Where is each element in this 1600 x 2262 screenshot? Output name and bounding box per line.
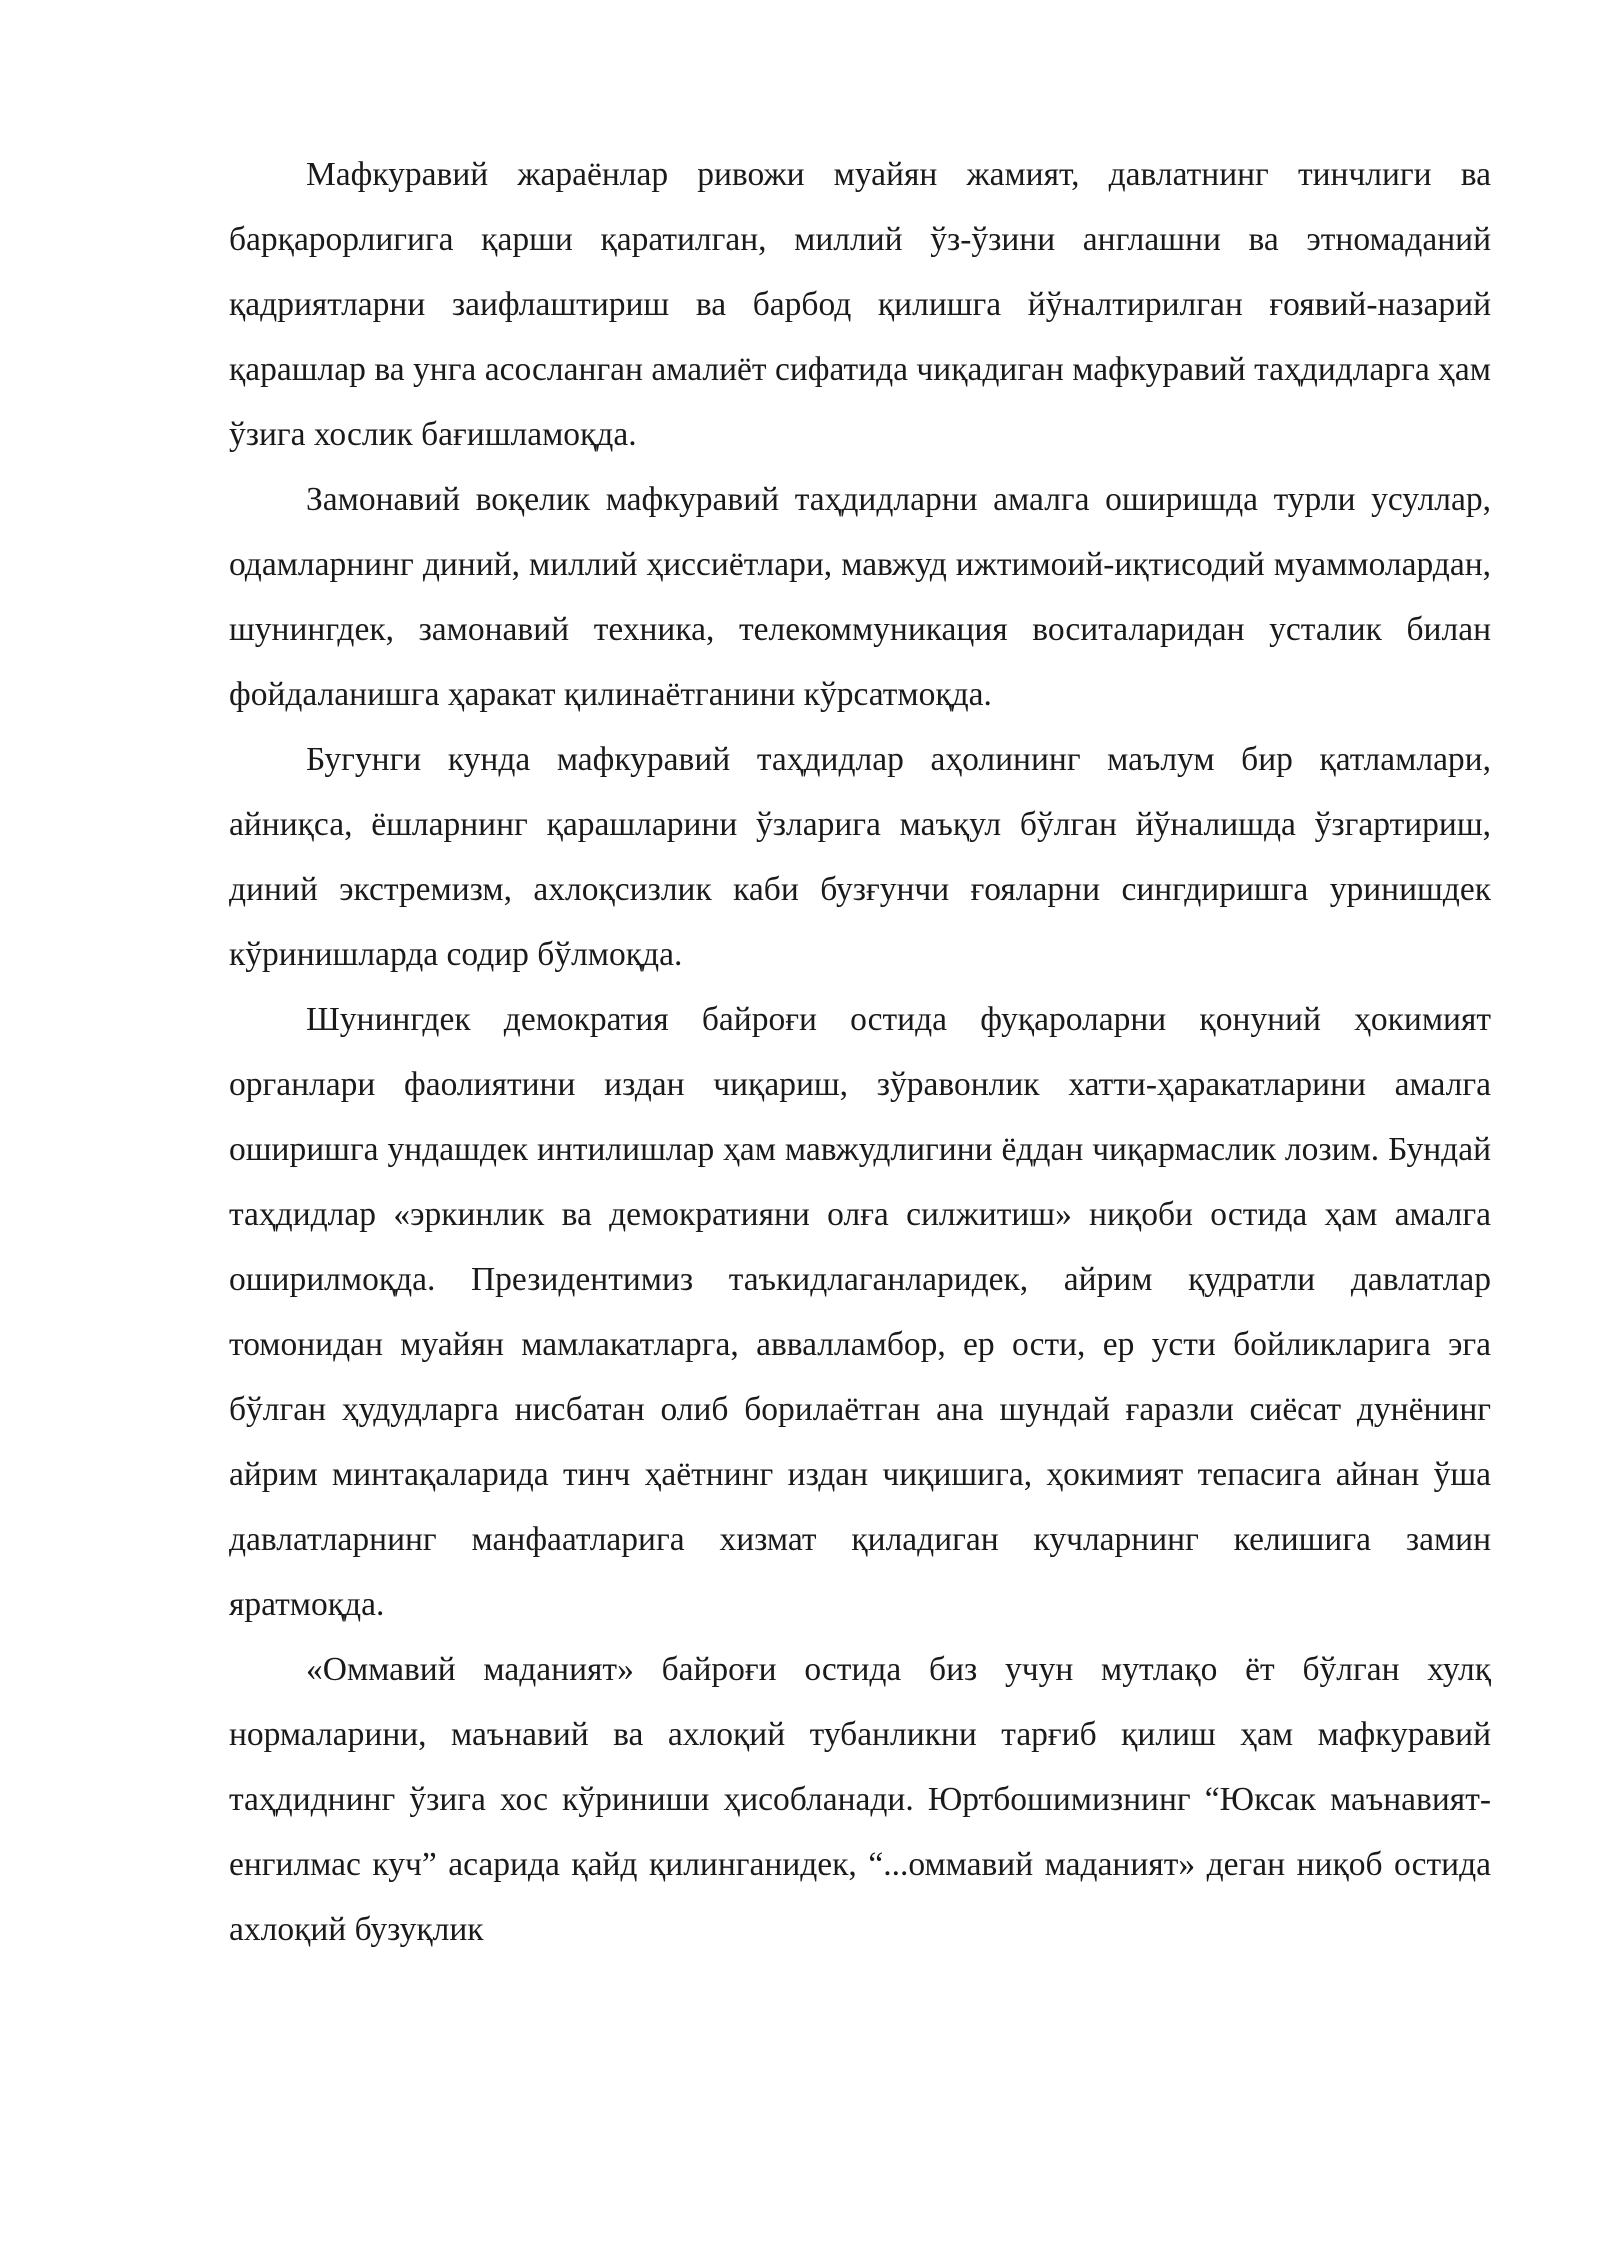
paragraph-4: Шунингдек демократия байроғи остида фуқароларни қонуний ҳокимият органлари фаолиятини издан чиқариш, зўравонлик хатти-ҳаракатларини амалга оширишга ундашдек интилишлар ҳам мавжудлигини ёддан чиқармаслик лозим. Бундай таҳдидлар «эркинлик ва демократияни олға силжитиш» ниқоби остида ҳам амалга оширилмоқда. Президентимиз таъкидлаганларидек, айрим қудратли давлатлар томонидан муайян мамлакатларга, аввалламбор, ер ости, ер усти бойликларига эга бўлган ҳудудларга нисбатан олиб борилаётган ана шундай ғаразли сиёсат дунёнинг айрим минтақаларида тинч ҳаётнинг издан чиқишига, ҳокимият тепасига айнан ўша давлатларнинг манфаатларига хизмат қиладиган кучларнинг келишига замин яратмоқда. (229, 1001, 1491, 1623)
paragraph-1: Мафкуравий жараёнлар ривожи муайян жамият, давлатнинг тинчлиги ва барқарорлигига қарши қаратилган, миллий ўз-ўзини англашни ва этномаданий қадриятларни заифлаштириш ва барбод қилишга йўналтирилган ғоявий-назарий қарашлар ва унга асосланган амалиёт сифатида чиқадиган мафкуравий таҳдидларга ҳам ўзига хослик бағишламоқда. (229, 156, 1491, 453)
paragraph-3: Бугунги кунда мафкуравий таҳдидлар аҳолининг маълум бир қатламлари, айниқса, ёшларнинг қарашларини ўзларига маъқул бўлган йўналишда ўзгартириш, диний экстремизм, ахлоқсизлик каби бузғунчи ғояларни сингдиришга уринишдек кўринишларда содир бўлмоқда. (229, 741, 1491, 973)
paragraph-2: Замонавий воқелик мафкуравий таҳдидларни амалга оширишда турли усуллар, одамларнинг диний, миллий ҳиссиётлари, мавжуд ижтимоий-иқтисодий муаммолардан, шунингдек, замонавий техника, телекоммуникация воситаларидан усталик билан фойдаланишга ҳаракат қилинаётганини кўрсатмоқда. (229, 481, 1491, 713)
paragraph-5: «Оммавий маданият» байроғи остида биз учун мутлақо ёт бўлган хулқ нормаларини, маънавий ва ахлоқий тубанликни тарғиб қилиш ҳам мафкуравий таҳдиднинг ўзига хос кўриниши ҳисобланади. Юртбошимизнинг “Юксак маънавият-енгилмас куч” асарида қайд қилинганидек, “...оммавий маданият» деган ниқоб остида ахлоқий бузуқлик (229, 1651, 1491, 1948)
document-body (229, 142, 1491, 1962)
